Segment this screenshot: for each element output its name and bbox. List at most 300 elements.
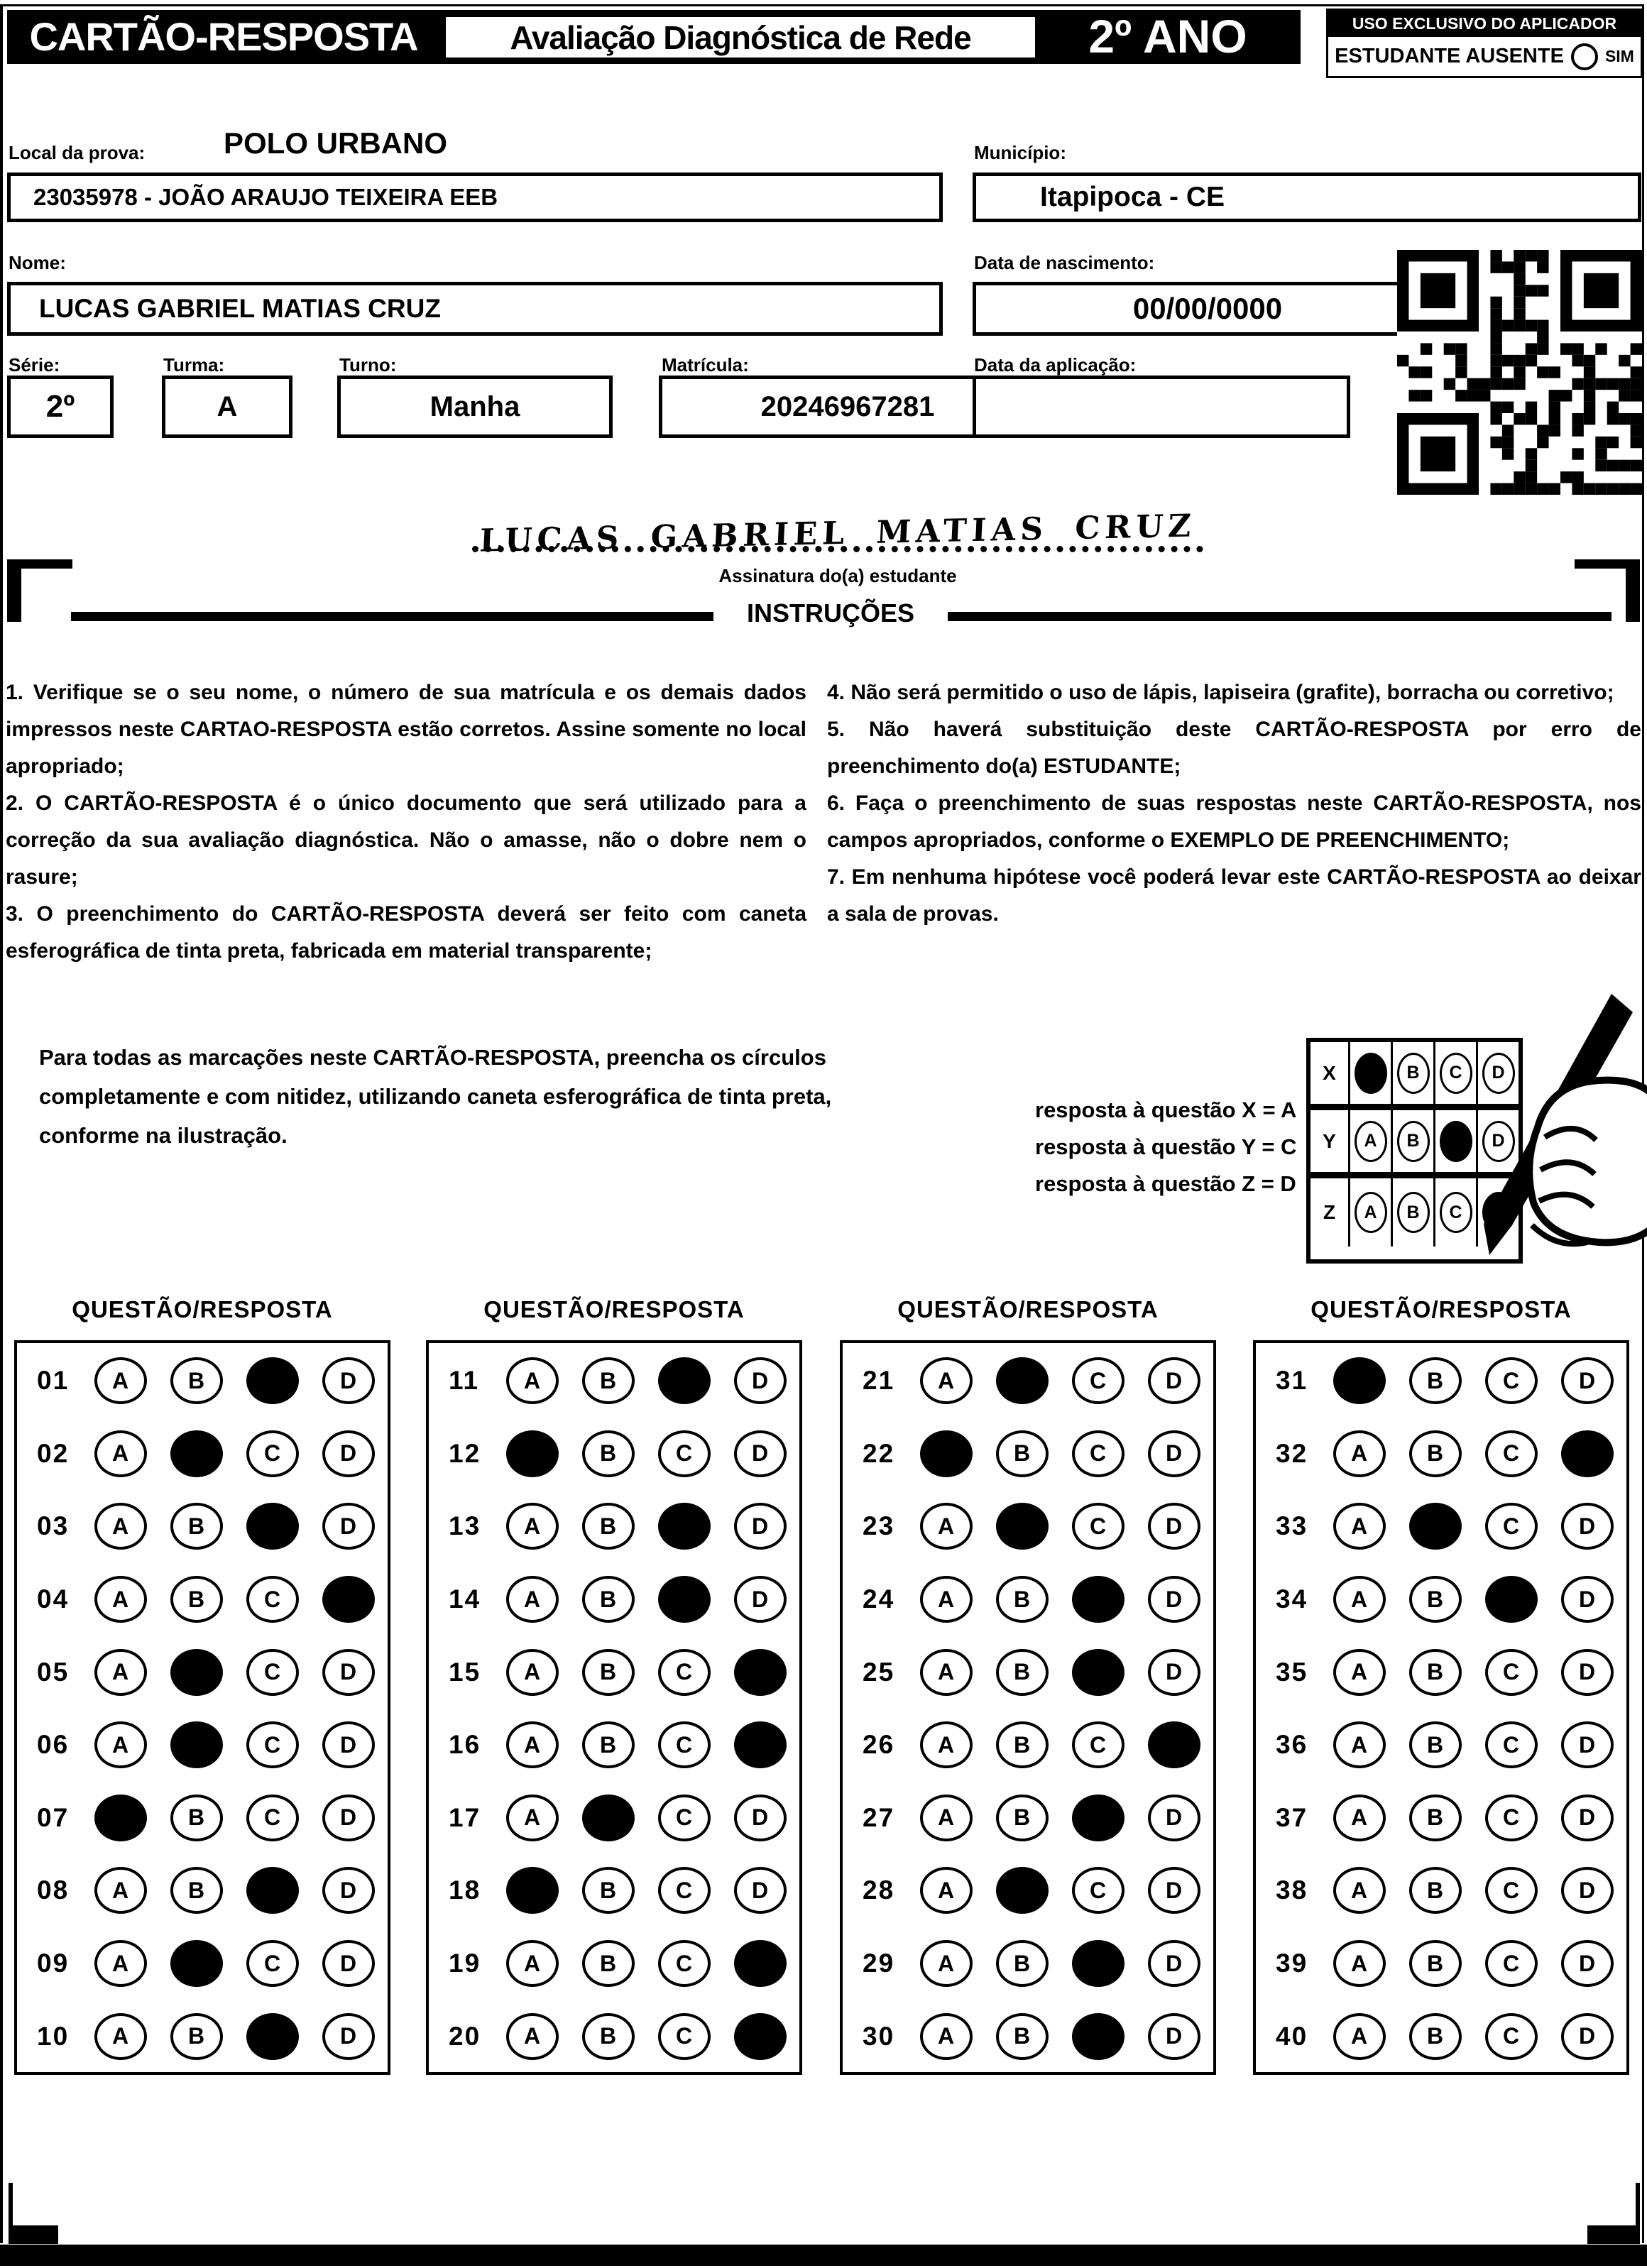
- answer-grid: [426, 1340, 802, 2075]
- example-cell: [1391, 1110, 1433, 1172]
- answer-column-2: [426, 1296, 802, 2075]
- answer-bubble-38-C[interactable]: C: [1485, 1867, 1538, 1914]
- question-number: 20: [449, 2021, 481, 2051]
- question-number: 16: [449, 1730, 481, 1760]
- answer-bubble-35-C[interactable]: C: [1485, 1649, 1538, 1696]
- answer-bubble-34-C[interactable]: [1485, 1576, 1538, 1623]
- example-cell: [1348, 1042, 1391, 1104]
- absent-label: ESTUDANTE AUSENTE: [1335, 45, 1564, 67]
- question-number: 22: [863, 1438, 895, 1468]
- question-number: 28: [863, 1875, 895, 1905]
- question-number: 26: [863, 1730, 895, 1760]
- example-bubble: C: [1440, 1053, 1472, 1094]
- aplicacao-field: [973, 376, 1350, 438]
- example-bubble: D: [1482, 1121, 1515, 1162]
- answer-bubble-26-D[interactable]: [1148, 1721, 1200, 1768]
- answer-row: [1256, 2000, 1626, 2073]
- answer-bubble-35-A[interactable]: A: [1333, 1649, 1386, 1696]
- answer-bubble-26-A[interactable]: A: [920, 1721, 973, 1768]
- answer-bubble-19-A[interactable]: A: [506, 1940, 559, 1987]
- qr-code: [1397, 250, 1642, 495]
- answer-row: [1256, 1344, 1626, 1418]
- answer-bubble-08-A[interactable]: A: [94, 1867, 147, 1914]
- answer-row: [17, 1563, 388, 1636]
- turma-value: A: [217, 390, 238, 422]
- aplicador-box: [1326, 9, 1643, 78]
- answer-bubble-33-C[interactable]: C: [1485, 1503, 1538, 1550]
- question-number: 18: [449, 1875, 481, 1905]
- answer-bubble-29-B[interactable]: B: [996, 1940, 1049, 1987]
- answer-row: [1256, 1636, 1626, 1709]
- answer-bubble-15-B[interactable]: B: [582, 1649, 635, 1696]
- answer-bubble-34-A[interactable]: A: [1333, 1576, 1386, 1623]
- answer-bubble-33-D[interactable]: D: [1561, 1503, 1614, 1550]
- instruction-item: 1. Verifique se o seu nome, o número de sua matrícula e os demais dados impressos neste CARTAO-RESPOSTA estão corretos. Assine somente no local apropriado;: [6, 681, 806, 778]
- answer-bubble-40-A[interactable]: A: [1333, 2013, 1386, 2060]
- answer-bubble-17-B[interactable]: [582, 1795, 635, 1841]
- example-row-label: Y: [1323, 1129, 1336, 1152]
- answer-bubble-29-D[interactable]: D: [1148, 1940, 1200, 1987]
- question-number: 03: [37, 1511, 70, 1541]
- aplicador-box-title: USO EXCLUSIVO DO APLICADOR: [1328, 11, 1641, 37]
- answer-bubble-05-C[interactable]: C: [246, 1649, 299, 1696]
- answer-bubble-34-D[interactable]: D: [1561, 1576, 1614, 1623]
- answer-row: [17, 2000, 388, 2073]
- question-number: 32: [1276, 1438, 1308, 1468]
- absent-option-label: SIM: [1604, 47, 1634, 65]
- answer-bubble-21-D[interactable]: D: [1148, 1357, 1200, 1404]
- answer-bubble-18-C[interactable]: C: [658, 1867, 711, 1914]
- answer-bubble-28-A[interactable]: A: [920, 1867, 973, 1914]
- answer-bubble-16-A[interactable]: A: [506, 1721, 559, 1768]
- example-paragraph: Para todas as marcações neste CARTÃO-RESPOSTA, preencha os círculos completamente e com nitidez, utilizando caneta esferográfica de tinta preta, conforme na ilustração.: [39, 1045, 832, 1148]
- answer-row: [17, 1782, 388, 1855]
- answer-bubble-03-C[interactable]: [246, 1503, 299, 1550]
- turma-label: Turma:: [163, 354, 225, 376]
- answer-bubble-32-B[interactable]: B: [1409, 1430, 1462, 1477]
- answer-bubble-25-D[interactable]: D: [1148, 1649, 1200, 1696]
- serie-label: Série:: [9, 354, 60, 376]
- example-legend-line: resposta à questão Y = C: [1035, 1134, 1297, 1159]
- answer-bubble-11-A[interactable]: A: [506, 1357, 559, 1404]
- instructions-title: INSTRUÇÕES: [746, 598, 915, 628]
- answer-grid: [1253, 1340, 1629, 2075]
- answer-bubble-30-A[interactable]: A: [920, 2013, 973, 2060]
- answer-bubble-22-B[interactable]: B: [996, 1430, 1049, 1477]
- answer-bubble-37-C[interactable]: C: [1485, 1795, 1538, 1841]
- answer-bubble-36-B[interactable]: B: [1409, 1721, 1462, 1768]
- answer-bubble-25-A[interactable]: A: [920, 1649, 973, 1696]
- municipio-label: Município:: [974, 142, 1066, 163]
- answer-bubble-02-C[interactable]: C: [246, 1430, 299, 1477]
- example-bubble: C: [1440, 1192, 1472, 1233]
- answer-bubble-23-B[interactable]: [996, 1503, 1049, 1550]
- answer-bubble-08-B[interactable]: B: [170, 1867, 223, 1914]
- answer-bubble-39-D[interactable]: D: [1561, 1940, 1614, 1987]
- answer-bubble-18-A[interactable]: [506, 1867, 559, 1914]
- answer-bubble-23-D[interactable]: D: [1148, 1503, 1200, 1550]
- question-number: 34: [1276, 1584, 1308, 1614]
- answer-bubble-12-D[interactable]: D: [734, 1430, 787, 1477]
- question-number: 35: [1276, 1657, 1308, 1687]
- answer-row: [429, 1418, 799, 1491]
- answer-bubble-40-D[interactable]: D: [1561, 2013, 1614, 2060]
- answer-bubble-40-B[interactable]: B: [1409, 2013, 1462, 2060]
- answer-bubble-20-D[interactable]: [734, 2013, 787, 2060]
- answer-bubble-17-C[interactable]: C: [658, 1795, 711, 1841]
- exam-title: Avaliação Diagnóstica de Rede: [510, 18, 971, 56]
- answer-bubble-13-C[interactable]: [658, 1503, 711, 1550]
- answer-row: [843, 2000, 1213, 2073]
- hand-with-pen-illustration: [1447, 991, 1647, 1276]
- answer-bubble-23-C[interactable]: C: [1072, 1503, 1125, 1550]
- card-title: CARTÃO-RESPOSTA: [29, 14, 418, 59]
- answer-row: [843, 1782, 1213, 1855]
- example-cell: [1348, 1178, 1391, 1247]
- answer-bubble-02-B[interactable]: [170, 1430, 223, 1477]
- answer-bubble-04-A[interactable]: A: [94, 1576, 147, 1623]
- answer-row: [17, 1418, 388, 1491]
- answer-bubble-22-C[interactable]: C: [1072, 1430, 1125, 1477]
- answer-bubble-07-D[interactable]: D: [322, 1795, 375, 1841]
- answer-bubble-21-A[interactable]: A: [920, 1357, 973, 1404]
- turno-label: Turno:: [339, 354, 397, 376]
- answer-bubble-20-A[interactable]: A: [506, 2013, 559, 2060]
- answer-bubble-24-D[interactable]: D: [1148, 1576, 1200, 1623]
- answer-bubble-19-C[interactable]: C: [658, 1940, 711, 1987]
- example-bubble: [1355, 1053, 1387, 1094]
- example-row-label: Z: [1323, 1201, 1336, 1223]
- answer-bubble-02-D[interactable]: D: [322, 1430, 375, 1477]
- answer-bubble-14-A[interactable]: A: [506, 1576, 559, 1623]
- question-number: 36: [1276, 1730, 1308, 1760]
- question-number: 07: [37, 1802, 70, 1832]
- answer-bubble-18-B[interactable]: B: [582, 1867, 635, 1914]
- example-legend-line: resposta à questão Z = D: [1035, 1171, 1296, 1196]
- answer-bubble-16-D[interactable]: [734, 1721, 787, 1768]
- answer-row: [429, 1344, 799, 1418]
- question-number: 14: [449, 1584, 481, 1614]
- answer-row: [843, 1709, 1213, 1782]
- answer-bubble-31-C[interactable]: C: [1485, 1357, 1538, 1404]
- answer-bubble-05-D[interactable]: D: [322, 1649, 375, 1696]
- answer-bubble-30-C[interactable]: [1072, 2013, 1125, 2060]
- question-number: 39: [1276, 1949, 1308, 1978]
- answer-bubble-27-A[interactable]: A: [920, 1795, 973, 1841]
- answer-bubble-11-D[interactable]: D: [734, 1357, 787, 1404]
- answer-bubble-36-C[interactable]: C: [1485, 1721, 1538, 1768]
- answer-bubble-31-A[interactable]: [1333, 1357, 1386, 1404]
- answer-bubble-09-A[interactable]: A: [94, 1940, 147, 1987]
- answer-bubble-09-D[interactable]: D: [322, 1940, 375, 1987]
- answer-bubble-31-B[interactable]: B: [1409, 1357, 1462, 1404]
- example-cell: [1391, 1042, 1433, 1104]
- absent-bubble[interactable]: [1571, 43, 1598, 70]
- answer-bubble-36-A[interactable]: A: [1333, 1721, 1386, 1768]
- answer-row: [843, 1854, 1213, 1927]
- answer-bubble-25-B[interactable]: B: [996, 1649, 1049, 1696]
- instruction-item: 2. O CARTÃO-RESPOSTA é o único documento que será utilizado para a correção da sua avaliação diagnóstica. Não o amasse, não o dobre nem o rasure;: [6, 791, 806, 889]
- answer-bubble-17-D[interactable]: D: [734, 1795, 787, 1841]
- signature-line[interactable]: [472, 495, 1203, 559]
- answer-row: [429, 1854, 799, 1927]
- answer-row: [17, 1854, 388, 1927]
- turno-field: [337, 376, 613, 438]
- answer-bubble-19-B[interactable]: B: [582, 1940, 635, 1987]
- answer-bubble-20-C[interactable]: C: [658, 2013, 711, 2060]
- school-value: 23035978 - JOÃO ARAUJO TEIXEIRA EEB: [33, 184, 498, 210]
- answer-bubble-22-D[interactable]: D: [1148, 1430, 1200, 1477]
- instructions-divider-left: [71, 612, 713, 621]
- answer-bubble-27-C[interactable]: [1072, 1795, 1125, 1841]
- answer-bubble-12-A[interactable]: [506, 1430, 559, 1477]
- answer-bubble-03-B[interactable]: B: [170, 1503, 223, 1550]
- answer-bubble-22-A[interactable]: [920, 1430, 973, 1477]
- answer-bubble-26-B[interactable]: B: [996, 1721, 1049, 1768]
- answer-row: [1256, 1563, 1626, 1636]
- answer-bubble-17-A[interactable]: A: [506, 1795, 559, 1841]
- answer-bubble-13-A[interactable]: A: [506, 1503, 559, 1550]
- answer-bubble-16-C[interactable]: C: [658, 1721, 711, 1768]
- answer-row: [1256, 1490, 1626, 1563]
- answer-bubble-06-C[interactable]: C: [246, 1721, 299, 1768]
- answer-bubble-21-C[interactable]: C: [1072, 1357, 1125, 1404]
- answer-bubble-29-A[interactable]: A: [920, 1940, 973, 1987]
- answer-bubble-31-D[interactable]: D: [1561, 1357, 1614, 1404]
- answer-row: [429, 1563, 799, 1636]
- question-number: 06: [37, 1730, 70, 1760]
- instructions-left-column: [6, 674, 806, 970]
- serie-field: [7, 376, 114, 438]
- question-number: 02: [37, 1438, 70, 1468]
- answer-bubble-25-C[interactable]: [1072, 1649, 1125, 1696]
- answer-bubble-10-A[interactable]: A: [94, 2013, 147, 2060]
- instruction-item: 4. Não será permitido o uso de lápis, lapiseira (grafite), borracha ou corretivo;: [827, 681, 1614, 704]
- municipio-field: [973, 172, 1641, 222]
- question-number: 01: [37, 1366, 70, 1396]
- instruction-item: 3. O preenchimento do CARTÃO-RESPOSTA deverá ser feito com caneta esferográfica de tinta preta, fabricada em material transparente;: [6, 902, 806, 963]
- answer-column-header: QUESTÃO/RESPOSTA: [897, 1296, 1159, 1322]
- answer-bubble-01-C[interactable]: [246, 1357, 299, 1404]
- answer-row: [17, 1344, 388, 1418]
- example-cell: [1348, 1110, 1391, 1172]
- answer-column-header: QUESTÃO/RESPOSTA: [72, 1296, 333, 1322]
- answer-row: [843, 1927, 1213, 2000]
- question-number: 09: [37, 1949, 70, 1978]
- nome-value: LUCAS GABRIEL MATIAS CRUZ: [39, 294, 441, 323]
- answer-bubble-38-B[interactable]: B: [1409, 1867, 1462, 1914]
- answer-bubble-35-D[interactable]: D: [1561, 1649, 1614, 1696]
- answer-row: [843, 1636, 1213, 1709]
- answer-bubble-33-A[interactable]: A: [1333, 1503, 1386, 1550]
- example-bubble: A: [1355, 1121, 1387, 1162]
- answer-bubble-24-B[interactable]: B: [996, 1576, 1049, 1623]
- answer-bubble-07-B[interactable]: B: [170, 1795, 223, 1841]
- answer-bubble-28-D[interactable]: D: [1148, 1867, 1200, 1914]
- answer-bubble-32-C[interactable]: C: [1485, 1430, 1538, 1477]
- answer-bubble-20-B[interactable]: B: [582, 2013, 635, 2060]
- answer-bubble-37-B[interactable]: B: [1409, 1795, 1462, 1841]
- example-cell: [1391, 1178, 1433, 1247]
- answer-bubble-06-B[interactable]: [170, 1721, 223, 1768]
- answer-bubble-18-D[interactable]: D: [734, 1867, 787, 1914]
- answer-bubble-10-B[interactable]: B: [170, 2013, 223, 2060]
- answer-bubble-06-A[interactable]: A: [94, 1721, 147, 1768]
- answer-grid: [840, 1340, 1216, 2075]
- answer-bubble-03-D[interactable]: D: [322, 1503, 375, 1550]
- answer-row: [429, 1782, 799, 1855]
- answer-bubble-39-B[interactable]: B: [1409, 1940, 1462, 1987]
- answer-bubble-09-C[interactable]: C: [246, 1940, 299, 1987]
- answer-row: [429, 1709, 799, 1782]
- nome-field: [7, 282, 943, 336]
- answer-bubble-14-D[interactable]: D: [734, 1576, 787, 1623]
- answer-bubble-19-D[interactable]: [734, 1940, 787, 1987]
- question-number: 12: [449, 1438, 481, 1468]
- answer-bubble-10-D[interactable]: D: [322, 2013, 375, 2060]
- answer-bubble-27-B[interactable]: B: [996, 1795, 1049, 1841]
- instruction-item: 5. Não haverá substituição deste CARTÃO-RESPOSTA por erro de preenchimento do(a) ESTUDANTE;: [827, 718, 1641, 778]
- answer-bubble-05-B[interactable]: [170, 1649, 223, 1696]
- answer-bubble-39-C[interactable]: C: [1485, 1940, 1538, 1987]
- answer-bubble-28-C[interactable]: C: [1072, 1867, 1125, 1914]
- answer-row: [429, 1490, 799, 1563]
- example-row-label: X: [1323, 1061, 1336, 1084]
- answer-bubble-36-D[interactable]: D: [1561, 1721, 1614, 1768]
- answer-bubble-23-A[interactable]: A: [920, 1503, 973, 1550]
- answer-bubble-11-B[interactable]: B: [582, 1357, 635, 1404]
- example-bubble: B: [1397, 1121, 1430, 1162]
- question-number: 38: [1276, 1875, 1308, 1905]
- answer-bubble-38-D[interactable]: D: [1561, 1867, 1614, 1914]
- question-number: 24: [863, 1584, 895, 1614]
- answer-bubble-10-C[interactable]: [246, 2013, 299, 2060]
- answer-bubble-07-C[interactable]: C: [246, 1795, 299, 1841]
- question-number: 30: [863, 2021, 895, 2051]
- answer-bubble-39-A[interactable]: A: [1333, 1940, 1386, 1987]
- question-number: 37: [1276, 1802, 1308, 1832]
- answer-bubble-08-D[interactable]: D: [322, 1867, 375, 1914]
- turma-field: [162, 376, 292, 438]
- aplicacao-label: Data da aplicação:: [974, 354, 1137, 376]
- answer-bubble-13-B[interactable]: B: [582, 1503, 635, 1550]
- answer-bubble-15-D[interactable]: [734, 1649, 787, 1696]
- answer-row: [843, 1563, 1213, 1636]
- question-number: 19: [449, 1949, 481, 1978]
- answer-bubble-11-C[interactable]: [658, 1357, 711, 1404]
- answer-bubble-30-D[interactable]: D: [1148, 2013, 1200, 2060]
- instructions-right-column: [827, 674, 1641, 933]
- corner-mark-bottom-left: [9, 2183, 58, 2244]
- answer-row: [429, 1927, 799, 2000]
- answer-bubble-15-A[interactable]: A: [506, 1649, 559, 1696]
- answer-row: [429, 2000, 799, 2073]
- answer-bubble-03-A[interactable]: A: [94, 1503, 147, 1550]
- instructions-divider-right: [948, 612, 1612, 621]
- answer-bubble-14-C[interactable]: [658, 1576, 711, 1623]
- answer-column-header: QUESTÃO/RESPOSTA: [1311, 1296, 1572, 1322]
- answer-bubble-05-A[interactable]: A: [94, 1649, 147, 1696]
- answer-bubble-37-D[interactable]: D: [1561, 1795, 1614, 1841]
- answer-row: [1256, 1854, 1626, 1927]
- question-number: 29: [863, 1949, 895, 1978]
- answer-bubble-08-C[interactable]: [246, 1867, 299, 1914]
- question-number: 23: [863, 1511, 895, 1541]
- exam-title-box: [446, 17, 1035, 57]
- answer-bubble-40-C[interactable]: C: [1485, 2013, 1538, 2060]
- answer-bubble-34-B[interactable]: B: [1409, 1576, 1462, 1623]
- answer-row: [1256, 1782, 1626, 1855]
- question-number: 21: [863, 1366, 895, 1396]
- answer-bubble-01-A[interactable]: A: [94, 1357, 147, 1404]
- instruction-item: 6. Faça o preenchimento de suas respostas neste CARTÃO-RESPOSTA, nos campos apropriados, conforme o EXEMPLO DE PREENCHIMENTO;: [827, 791, 1641, 852]
- answer-bubble-33-B[interactable]: [1409, 1503, 1462, 1550]
- answer-bubble-32-D[interactable]: [1561, 1430, 1614, 1477]
- answer-bubble-04-D[interactable]: [322, 1576, 375, 1623]
- answer-bubble-16-B[interactable]: B: [582, 1721, 635, 1768]
- answer-bubble-29-C[interactable]: [1072, 1940, 1125, 1987]
- answer-row: [1256, 1709, 1626, 1782]
- answer-row: [843, 1490, 1213, 1563]
- example-bubble: A: [1355, 1192, 1387, 1233]
- grade-label: 2º ANO: [1088, 10, 1247, 62]
- answer-bubble-27-D[interactable]: D: [1148, 1795, 1200, 1841]
- answer-bubble-24-A[interactable]: A: [920, 1576, 973, 1623]
- answer-bubble-01-B[interactable]: B: [170, 1357, 223, 1404]
- answer-bubble-38-A[interactable]: A: [1333, 1867, 1386, 1914]
- answer-bubble-04-B[interactable]: B: [170, 1576, 223, 1623]
- corner-mark-top-left: [7, 559, 72, 622]
- answer-bubble-37-A[interactable]: A: [1333, 1795, 1386, 1841]
- answer-column-1: [14, 1296, 390, 2075]
- answer-bubble-07-A[interactable]: [94, 1795, 147, 1841]
- answer-bubble-13-D[interactable]: D: [734, 1503, 787, 1550]
- turno-value: Manha: [429, 390, 520, 422]
- answer-bubble-30-B[interactable]: B: [996, 2013, 1049, 2060]
- answer-bubble-24-C[interactable]: [1072, 1576, 1125, 1623]
- answer-row: [17, 1709, 388, 1782]
- answer-bubble-09-B[interactable]: [170, 1940, 223, 1987]
- nascimento-label: Data de nascimento:: [974, 252, 1155, 273]
- answer-bubble-06-D[interactable]: D: [322, 1721, 375, 1768]
- answer-bubble-15-C[interactable]: C: [658, 1649, 711, 1696]
- answer-bubble-32-A[interactable]: A: [1333, 1430, 1386, 1477]
- answer-bubble-12-B[interactable]: B: [582, 1430, 635, 1477]
- question-number: 05: [37, 1657, 70, 1687]
- example-bubble: B: [1397, 1192, 1430, 1233]
- school-field: [7, 172, 943, 222]
- answer-column-3: [840, 1296, 1216, 2075]
- signature-caption: Assinatura do(a) estudante: [718, 565, 957, 586]
- answer-bubble-21-B[interactable]: [996, 1357, 1049, 1404]
- answer-bubble-35-B[interactable]: B: [1409, 1649, 1462, 1696]
- answer-bubble-02-A[interactable]: A: [94, 1430, 147, 1477]
- answer-bubble-12-C[interactable]: C: [658, 1430, 711, 1477]
- example-legend: [1035, 1092, 1312, 1203]
- answer-bubble-26-C[interactable]: C: [1072, 1721, 1125, 1768]
- answer-bubble-01-D[interactable]: D: [322, 1357, 375, 1404]
- answer-bubble-28-B[interactable]: [996, 1867, 1049, 1914]
- question-number: 40: [1276, 2021, 1308, 2051]
- local-label: Local da prova:: [9, 142, 146, 163]
- answer-bubble-14-B[interactable]: B: [582, 1576, 635, 1623]
- instruction-item: 7. Em nenhuma hipótese você poderá levar este CARTÃO-RESPOSTA ao deixar a sala de provas.: [827, 865, 1641, 926]
- question-number: 27: [863, 1802, 895, 1832]
- answer-column-header: QUESTÃO/RESPOSTA: [483, 1296, 745, 1322]
- answer-bubble-04-C[interactable]: C: [246, 1576, 299, 1623]
- nome-label: Nome:: [9, 252, 66, 273]
- answer-row: [1256, 1418, 1626, 1491]
